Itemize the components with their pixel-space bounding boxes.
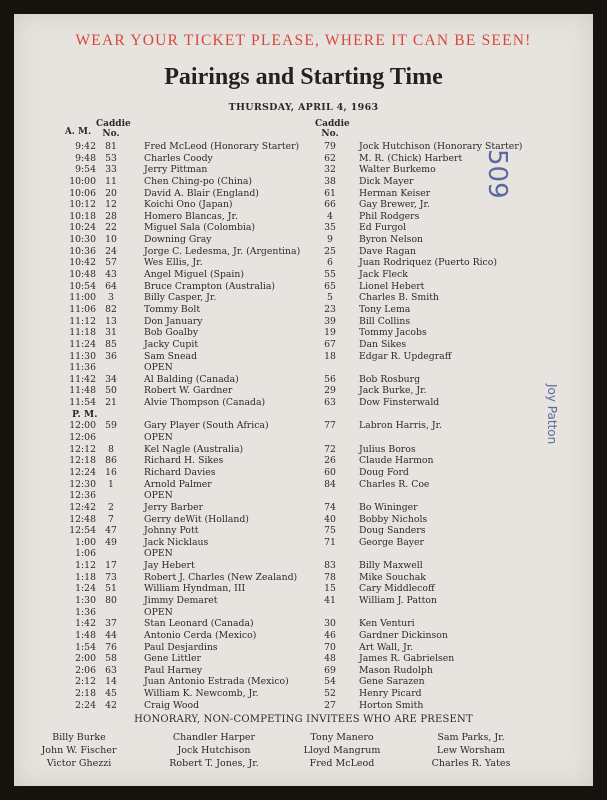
pairing-row bbox=[14, 222, 593, 234]
tee-time: 1:36 bbox=[75, 606, 96, 618]
tee-time: 11:18 bbox=[69, 327, 96, 339]
tee-time: 10:24 bbox=[69, 222, 96, 234]
player-name: Koichi Ono (Japan) bbox=[144, 199, 233, 211]
pairing-row bbox=[14, 502, 593, 514]
caddie-number: 58 bbox=[105, 653, 117, 665]
player-name: Doug Ford bbox=[359, 466, 409, 478]
pairings-table bbox=[14, 141, 593, 711]
player-name: Robert W. Gardner bbox=[144, 385, 233, 397]
tee-time: 11:12 bbox=[69, 315, 96, 327]
pairing-row bbox=[14, 525, 593, 537]
tee-time: 11:00 bbox=[69, 292, 96, 304]
player-name: Charles B. Smith bbox=[359, 292, 439, 304]
caddie-number: 28 bbox=[105, 210, 117, 222]
caddie-number: 75 bbox=[324, 525, 336, 537]
tee-time: 12:54 bbox=[69, 525, 96, 537]
tee-time: 1:42 bbox=[75, 618, 96, 630]
caddie-number: 78 bbox=[324, 571, 336, 583]
caddie-number: 24 bbox=[105, 245, 117, 257]
caddie-number: 46 bbox=[324, 629, 336, 641]
open-slot-row bbox=[14, 490, 593, 502]
player-name: Jacky Cupit bbox=[144, 338, 199, 350]
pairing-row bbox=[14, 199, 593, 211]
caddie-number: 32 bbox=[324, 164, 336, 176]
page-title: Pairings and Starting Time bbox=[164, 64, 443, 90]
caddie-number: 63 bbox=[105, 664, 117, 676]
player-name: Don January bbox=[144, 315, 203, 327]
tee-time: 9:54 bbox=[75, 164, 96, 176]
caddie-number: 79 bbox=[324, 141, 336, 152]
caddie-header-left: Caddie No. bbox=[96, 119, 131, 139]
tee-time: 10:30 bbox=[69, 234, 96, 246]
pairing-row bbox=[14, 257, 593, 269]
tee-time: 10:06 bbox=[69, 187, 96, 199]
caddie-number: 63 bbox=[324, 397, 336, 409]
honorary-invitee: Lloyd Mangrum bbox=[303, 745, 381, 756]
caddie-number: 73 bbox=[105, 571, 117, 583]
tee-time: 1:00 bbox=[75, 536, 96, 548]
player-name: Gay Brewer, Jr. bbox=[359, 199, 430, 211]
pairing-row bbox=[14, 560, 593, 572]
caddie-number: 67 bbox=[324, 338, 336, 350]
pairing-row bbox=[14, 479, 593, 491]
caddie-number: 44 bbox=[105, 629, 117, 641]
pairing-row bbox=[14, 292, 593, 304]
player-name: Henry Picard bbox=[359, 688, 422, 700]
caddie-number: 69 bbox=[324, 664, 336, 676]
honorary-invitee: Lew Worsham bbox=[436, 745, 506, 756]
honorary-invitee: Tony Manero bbox=[310, 732, 374, 743]
caddie-number: 29 bbox=[324, 385, 336, 397]
pairing-row bbox=[14, 385, 593, 397]
player-name: Bobby Nichols bbox=[359, 513, 428, 525]
caddie-number: 13 bbox=[105, 315, 117, 327]
tee-time: 12:36 bbox=[69, 490, 96, 502]
player-name: Robert J. Charles (New Zealand) bbox=[144, 571, 298, 583]
player-name: Gardner Dickinson bbox=[359, 629, 448, 641]
tee-time: 11:36 bbox=[69, 362, 96, 374]
caddie-number: 85 bbox=[105, 338, 117, 350]
caddie-number: 9 bbox=[327, 234, 333, 246]
player-name: Labron Harris, Jr. bbox=[359, 420, 442, 432]
tee-time: 12:18 bbox=[69, 455, 96, 467]
player-name: Jock Hutchison (Honorary Starter) bbox=[359, 141, 523, 152]
player-name: Stan Leonard (Canada) bbox=[144, 618, 254, 630]
open-label: OPEN bbox=[144, 548, 173, 560]
player-name: Jerry Barber bbox=[144, 501, 204, 513]
player-name: Richard H. Sikes bbox=[144, 455, 224, 467]
player-name: Gary Player (South Africa) bbox=[144, 420, 269, 432]
honorary-invitee: Sam Parks, Jr. bbox=[437, 732, 505, 743]
caddie-number: 59 bbox=[105, 420, 117, 432]
caddie-number: 14 bbox=[105, 676, 117, 688]
caddie-number: 82 bbox=[105, 303, 117, 315]
caddie-number: 5 bbox=[327, 292, 333, 304]
pairing-row bbox=[14, 630, 593, 642]
tee-time: 11:54 bbox=[69, 397, 96, 409]
player-name: Dave Ragan bbox=[359, 245, 416, 257]
player-name: Bruce Crampton (Australia) bbox=[144, 280, 276, 292]
caddie-number: 6 bbox=[327, 257, 333, 269]
caddie-number: 40 bbox=[324, 513, 336, 525]
caddie-number: 84 bbox=[324, 478, 336, 490]
caddie-number: 41 bbox=[324, 594, 336, 606]
caddie-number: 60 bbox=[324, 466, 336, 478]
player-name: Jack Fleck bbox=[359, 269, 408, 281]
player-name: Arnold Palmer bbox=[144, 478, 212, 490]
pairing-row bbox=[14, 269, 593, 281]
tee-time: 12:48 bbox=[69, 513, 96, 525]
honorary-invitee: Victor Ghezzi bbox=[46, 758, 112, 769]
caddie-number: 65 bbox=[324, 280, 336, 292]
tee-time: 1:12 bbox=[75, 560, 96, 572]
player-name: Claude Harmon bbox=[359, 455, 434, 467]
caddie-number: 86 bbox=[105, 455, 117, 467]
honorary-invitee: Jock Hutchison bbox=[177, 745, 251, 756]
caddie-number: 77 bbox=[324, 420, 336, 432]
caddie-number: 70 bbox=[324, 641, 336, 653]
player-name: Homero Blancas, Jr. bbox=[144, 210, 238, 222]
player-name: Juan Antonio Estrada (Mexico) bbox=[144, 676, 289, 688]
honorary-invitee: Charles R. Yates bbox=[431, 758, 511, 769]
player-name: Ed Furgol bbox=[359, 222, 407, 234]
tee-time: 10:18 bbox=[69, 210, 96, 222]
tee-time: 1:30 bbox=[75, 594, 96, 606]
pairing-row bbox=[14, 234, 593, 246]
tee-time: 11:30 bbox=[69, 350, 96, 362]
tee-time: 1:48 bbox=[75, 629, 96, 641]
player-name: Juan Rodriquez (Puerto Rico) bbox=[359, 257, 497, 269]
pairing-row bbox=[14, 316, 593, 328]
caddie-number: 56 bbox=[324, 373, 336, 385]
pairing-row bbox=[14, 653, 593, 665]
player-name: Jerry Pittman bbox=[144, 164, 208, 176]
caddie-header-right: Caddie No. bbox=[315, 119, 350, 139]
honorary-invitee: Robert T. Jones, Jr. bbox=[169, 758, 259, 769]
player-name: William K. Newcomb, Jr. bbox=[144, 688, 259, 700]
player-name: Mike Souchak bbox=[359, 571, 426, 583]
player-name: Billy Maxwell bbox=[359, 560, 423, 572]
pairing-row bbox=[14, 700, 593, 712]
player-name: Jack Nicklaus bbox=[144, 536, 209, 548]
tee-time: 10:12 bbox=[69, 199, 96, 211]
tee-time: 9:42 bbox=[75, 141, 96, 152]
caddie-number: 64 bbox=[105, 280, 117, 292]
am-header: A. M. bbox=[64, 127, 92, 137]
tee-time: 10:54 bbox=[69, 280, 96, 292]
caddie-number: 62 bbox=[324, 152, 336, 164]
player-name: Gene Sarazen bbox=[359, 676, 425, 688]
player-name: James R. Gabrielsen bbox=[359, 653, 455, 665]
caddie-number: 16 bbox=[105, 466, 117, 478]
pairing-row bbox=[14, 211, 593, 223]
pairing-row bbox=[14, 397, 593, 409]
player-name: Kel Nagle (Australia) bbox=[144, 443, 244, 455]
tee-time: 10:36 bbox=[69, 245, 96, 257]
player-name: Chen Ching-po (China) bbox=[144, 175, 253, 187]
honorary-invitee: Fred McLeod bbox=[309, 758, 375, 769]
caddie-number: 4 bbox=[327, 210, 333, 222]
caddie-number: 37 bbox=[105, 618, 117, 630]
caddie-number: 31 bbox=[105, 327, 117, 339]
player-name: Gerry deWit (Holland) bbox=[144, 513, 249, 525]
tee-time: 12:42 bbox=[69, 501, 96, 513]
caddie-number: 83 bbox=[324, 560, 336, 572]
pairing-row bbox=[14, 420, 593, 432]
player-name: Art Wall, Jr. bbox=[359, 641, 414, 653]
pairing-row bbox=[14, 665, 593, 677]
pairing-row bbox=[14, 304, 593, 316]
caddie-number: 36 bbox=[105, 350, 117, 362]
pairing-row bbox=[14, 246, 593, 258]
tee-time: 1:18 bbox=[75, 571, 96, 583]
player-name: Edgar R. Updegraff bbox=[359, 350, 452, 362]
open-label: OPEN bbox=[144, 432, 173, 444]
player-name: Paul Desjardins bbox=[144, 641, 218, 653]
pairing-row bbox=[14, 688, 593, 700]
honorary-invitee: Chandler Harper bbox=[172, 732, 256, 743]
pairing-row bbox=[14, 537, 593, 549]
player-name: Lionel Hebert bbox=[359, 280, 425, 292]
handwritten-name: Joy Patton bbox=[545, 384, 559, 445]
event-date: THURSDAY, APRIL 4, 1963 bbox=[228, 102, 379, 113]
player-name: Jack Burke, Jr. bbox=[359, 385, 427, 397]
caddie-number: 33 bbox=[105, 164, 117, 176]
caddie-number: 17 bbox=[105, 560, 117, 572]
player-name: William J. Patton bbox=[359, 594, 437, 606]
player-name: Cary Middlecoff bbox=[359, 583, 435, 595]
player-name: Doug Sanders bbox=[359, 525, 426, 537]
player-name: Paul Harney bbox=[144, 664, 203, 676]
pairing-row bbox=[14, 595, 593, 607]
player-name: Herman Keiser bbox=[359, 187, 431, 199]
caddie-number: 34 bbox=[105, 373, 117, 385]
pairing-row bbox=[14, 467, 593, 479]
player-name: Sam Snead bbox=[144, 350, 198, 362]
player-name: Byron Nelson bbox=[359, 234, 424, 246]
caddie-number: 80 bbox=[105, 594, 117, 606]
open-label: OPEN bbox=[144, 606, 173, 618]
caddie-number: 15 bbox=[324, 583, 336, 595]
caddie-number: 19 bbox=[324, 327, 336, 339]
tee-time: 12:12 bbox=[69, 443, 96, 455]
player-name: Charles R. Coe bbox=[359, 478, 430, 490]
caddie-number: 61 bbox=[324, 187, 336, 199]
player-name: Miguel Sala (Colombia) bbox=[144, 222, 256, 234]
caddie-number: 20 bbox=[105, 187, 117, 199]
section-header bbox=[14, 409, 593, 421]
caddie-number: 8 bbox=[108, 443, 114, 455]
pairing-row bbox=[14, 327, 593, 339]
caddie-number: 74 bbox=[324, 501, 336, 513]
caddie-number: 45 bbox=[105, 688, 117, 700]
pairing-row bbox=[14, 444, 593, 456]
honorary-invitee: Billy Burke bbox=[52, 732, 106, 743]
caddie-number: 39 bbox=[324, 315, 336, 327]
ticket-banner: WEAR YOUR TICKET PLEASE, WHERE IT CAN BE SEEN! bbox=[75, 32, 532, 49]
tee-time: 12:00 bbox=[69, 420, 96, 432]
caddie-number: 38 bbox=[324, 175, 336, 187]
pairing-row bbox=[14, 572, 593, 584]
caddie-number: 52 bbox=[324, 688, 336, 700]
caddie-number: 27 bbox=[324, 699, 336, 711]
caddie-number: 81 bbox=[105, 141, 117, 152]
caddie-number: 12 bbox=[105, 199, 117, 211]
player-name: Johnny Pott bbox=[144, 525, 199, 537]
caddie-number: 26 bbox=[324, 455, 336, 467]
player-name: Alvie Thompson (Canada) bbox=[144, 397, 266, 409]
player-name: Phil Rodgers bbox=[359, 210, 420, 222]
caddie-number: 55 bbox=[324, 269, 336, 281]
tee-time: 11:24 bbox=[69, 338, 96, 350]
caddie-number: 1 bbox=[108, 478, 114, 490]
player-name: Jorge C. Ledesma, Jr. (Argentina) bbox=[144, 245, 301, 257]
pairing-row bbox=[14, 583, 593, 595]
tee-time: 2:06 bbox=[75, 664, 96, 676]
player-name: Wes Ellis, Jr. bbox=[144, 257, 203, 269]
tee-time: 10:00 bbox=[69, 175, 96, 187]
caddie-number: 3 bbox=[108, 292, 114, 304]
caddie-number: 10 bbox=[105, 234, 117, 246]
caddie-number: 30 bbox=[324, 618, 336, 630]
caddie-number: 71 bbox=[324, 536, 336, 548]
pairing-row bbox=[14, 642, 593, 654]
player-name: Angel Miguel (Spain) bbox=[144, 269, 245, 281]
pairing-row bbox=[14, 455, 593, 467]
tee-time: 10:42 bbox=[69, 257, 96, 269]
tee-time: 11:48 bbox=[69, 385, 96, 397]
pairing-row bbox=[14, 676, 593, 688]
tee-time: 9:48 bbox=[75, 152, 96, 164]
handwritten-number: 509 bbox=[482, 149, 512, 199]
pairing-row bbox=[14, 281, 593, 293]
player-name: Craig Wood bbox=[144, 699, 200, 711]
player-name: Bob Rosburg bbox=[359, 373, 421, 385]
open-slot-row bbox=[14, 362, 593, 374]
player-name: Jay Hebert bbox=[144, 560, 195, 572]
tee-time: 11:42 bbox=[69, 373, 96, 385]
player-name: Bo Wininger bbox=[359, 501, 418, 513]
player-name: Tommy Bolt bbox=[144, 303, 201, 315]
section-label: P. M. bbox=[72, 408, 98, 420]
caddie-number: 42 bbox=[105, 699, 117, 711]
tee-time: 12:30 bbox=[69, 478, 96, 490]
open-slot-row bbox=[14, 432, 593, 444]
pairing-row bbox=[14, 514, 593, 526]
player-name: George Bayer bbox=[359, 536, 424, 548]
caddie-number: 22 bbox=[105, 222, 117, 234]
player-name: Bill Collins bbox=[359, 315, 411, 327]
caddie-number: 48 bbox=[324, 653, 336, 665]
tee-time: 11:06 bbox=[69, 303, 96, 315]
player-name: M. R. (Chick) Harbert bbox=[359, 152, 463, 164]
open-slot-row bbox=[14, 607, 593, 619]
caddie-number: 76 bbox=[105, 641, 117, 653]
player-name: Walter Burkemo bbox=[359, 164, 436, 176]
player-name: Julius Boros bbox=[359, 443, 416, 455]
caddie-number: 7 bbox=[108, 513, 114, 525]
player-name: Antonio Cerda (Mexico) bbox=[144, 629, 257, 641]
caddie-number: 50 bbox=[105, 385, 117, 397]
caddie-number: 2 bbox=[108, 501, 114, 513]
player-name: Ken Venturi bbox=[359, 618, 415, 630]
caddie-number: 51 bbox=[105, 583, 117, 595]
player-name: Tommy Jacobs bbox=[359, 327, 427, 339]
player-name: Billy Casper, Jr. bbox=[144, 292, 217, 304]
caddie-number: 35 bbox=[324, 222, 336, 234]
tee-time: 12:24 bbox=[69, 466, 96, 478]
caddie-number: 11 bbox=[105, 175, 117, 187]
player-name: Dow Finsterwald bbox=[359, 397, 440, 409]
caddie-number: 72 bbox=[324, 443, 336, 455]
pairing-row bbox=[14, 374, 593, 386]
pairing-row bbox=[14, 351, 593, 363]
caddie-number: 25 bbox=[324, 245, 336, 257]
player-name: Gene Littler bbox=[144, 653, 201, 665]
tee-time: 2:00 bbox=[75, 653, 96, 665]
tee-time: 12:06 bbox=[69, 432, 96, 444]
pairing-row bbox=[14, 339, 593, 351]
pairing-row bbox=[14, 618, 593, 630]
tee-time: 1:54 bbox=[75, 641, 96, 653]
player-name: Horton Smith bbox=[359, 699, 424, 711]
player-name: Bob Goalby bbox=[144, 327, 199, 339]
tee-time: 2:24 bbox=[75, 699, 96, 711]
player-name: William Hyndman, III bbox=[144, 583, 246, 595]
honorary-invitee: John W. Fischer bbox=[41, 745, 117, 756]
caddie-number: 18 bbox=[324, 350, 336, 362]
player-name: Richard Davies bbox=[144, 466, 216, 478]
caddie-number: 47 bbox=[105, 525, 117, 537]
caddie-number: 21 bbox=[105, 397, 117, 409]
caddie-number: 53 bbox=[105, 152, 117, 164]
open-label: OPEN bbox=[144, 362, 173, 374]
player-name: Dick Mayer bbox=[359, 175, 414, 187]
player-name: Tony Lema bbox=[359, 303, 411, 315]
pairings-sheet bbox=[14, 14, 593, 786]
tee-time: 1:24 bbox=[75, 583, 96, 595]
player-name: Charles Coody bbox=[144, 152, 213, 164]
tee-time: 1:06 bbox=[75, 548, 96, 560]
player-name: Downing Gray bbox=[144, 234, 212, 246]
player-name: Al Balding (Canada) bbox=[144, 373, 239, 385]
caddie-number: 49 bbox=[105, 536, 117, 548]
caddie-number: 54 bbox=[324, 676, 336, 688]
player-name: Mason Rudolph bbox=[359, 664, 433, 676]
player-name: Fred McLeod (Honorary Starter) bbox=[144, 141, 300, 152]
caddie-number: 43 bbox=[105, 269, 117, 281]
caddie-number: 57 bbox=[105, 257, 117, 269]
tee-time: 10:48 bbox=[69, 269, 96, 281]
player-name: Jimmy Demaret bbox=[144, 594, 218, 606]
tee-time: 2:12 bbox=[75, 676, 96, 688]
caddie-number: 66 bbox=[324, 199, 336, 211]
player-name: Dan Sikes bbox=[359, 338, 407, 350]
open-label: OPEN bbox=[144, 490, 173, 502]
player-name: David A. Blair (England) bbox=[144, 187, 259, 199]
open-slot-row bbox=[14, 548, 593, 560]
honorary-title: HONORARY, NON-COMPETING INVITEES WHO ARE PRESENT bbox=[134, 714, 473, 725]
tee-time: 2:18 bbox=[75, 688, 96, 700]
caddie-number: 23 bbox=[324, 303, 336, 315]
